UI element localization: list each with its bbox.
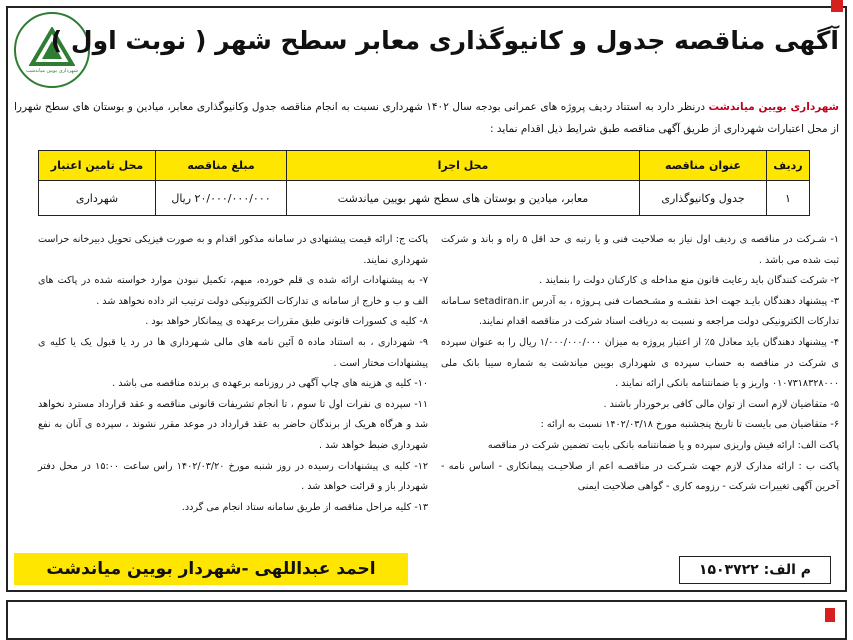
condition-item: ۵- متقاضیان لازم است از توان مالی کافی برخوردار باشند .: [603, 398, 839, 410]
table-header-row: [39, 151, 810, 181]
condition-item: ۱- شـرکت در مناقصه ی ردیف اول نیاز به صلاحیت فنی و یا رتبه ی حد اقل ۵ راه و باند و شرکت ثبت شده می باشد .: [441, 234, 839, 266]
condition-item: پاکت الف: ارائه فیش واریزی سپرده و یا ضمانتنامه بانکی بابت تضمین شرکت در مناقصه: [487, 439, 839, 451]
condition-item: ۳- پیشنهاد دهندگان بایـد جهت اخذ نقشـه و مشـخصات فنی پـروژه ، به آدرس setadiran.ir سـامانه تدارکات الکترونیکی دولت مراجعه و نسبت به دریافت اسناد شرکت در مناقصه اقدام نمایند.: [441, 295, 840, 328]
page-title: آگهی مناقصه جدول و کانیوگذاری معابر سطح شهر ( نوبت اول ): [50, 26, 839, 55]
red-marker: [825, 608, 835, 622]
header-funding-source: محل تامین اعتبار: [39, 151, 156, 181]
mayor-signature: احمد عبداللهی -شهردار بویین میاندشت: [14, 553, 408, 585]
cell-row-number: ۱: [767, 181, 810, 216]
condition-item: ۴- پیشنهاد دهندگان باید معادل ۵٪ از اعتبار پروژه به میزان ۱/۰۰۰/۰۰۰/۰۰۰ ریال را به عنوان سپرده ی شرکت در مناقصه به حساب سپرده ی شهرداری بویین میاندشت به شماره سیبا بانک ملی ۰۱۰۷۳۱۸۳۲۸۰۰۰ واریز و یا ضمانتنامه بانکی ارائه نمایند .: [441, 336, 839, 390]
cell-tender-title: جدول وکانیوگذاری: [640, 181, 767, 216]
condition-item: ۹- شهرداری ، به استناد ماده ۵ آئین نامه های مالی شـهرداری ها در رد یا قبول یک یا کلیه ی پیشنهادات مختار است .: [38, 336, 428, 369]
condition-item: ۸- کلیه ی کسورات قانونی طبق مقررات برعهده ی پیمانکار خواهد بود .: [145, 316, 428, 328]
table-row: [39, 181, 810, 216]
conditions-right-column: [441, 230, 839, 498]
condition-item: ۷- به پیشنهادات ارائه شده ی قلم خورده، مبهم، تکمیل نبودن موارد خواسته شده در پاکت های الف و ب و خارج از سامانه ی تدارکات الکترونیکی دولت ترتیب اثر داده نخواهد شد .: [38, 275, 428, 307]
intro-org: شهرداری بویین میاندشت: [708, 101, 840, 113]
tender-table: [38, 150, 810, 216]
header-tender-title: عنوان مناقصه: [640, 151, 767, 181]
intro-paragraph: [14, 96, 839, 140]
logo-caption: شهرداری بویین میاندشت: [26, 67, 78, 74]
cell-funding-source: شهرداری: [39, 181, 156, 216]
condition-item: ۶- متقاضیان می بایست تا تاریخ پنجشنبه مورخ ۱۴۰۲/۰۳/۱۸ نسبت به ارائه :: [540, 419, 839, 431]
notice-code: م الف: ۱۵۰۳۷۲۲: [679, 556, 831, 584]
condition-item: ۱۱- سپرده ی نفرات اول تا سوم ، تا انجام تشریفات قانونی مناقصه و عقد قرارداد مسترد نخواهد شد و هرگاه هریک از برندگان حاضر به عقد قرارداد در موعد مقرر نشوند ، سپرده ی آنان به نفع شهرداری ضبط خواهد شد .: [38, 398, 428, 451]
condition-item: ۱۰- کلیه ی هزینه های چاپ آگهی در روزنامه برعهده ی برنده مناقصه می باشد .: [112, 378, 428, 390]
corner-mark: [831, 0, 843, 12]
cell-location: معابر، میادین و بوستان های سطح شهر بویین میاندشت: [287, 181, 640, 216]
condition-item: ۲- شرکت کنندگان باید رعایت قانون منع مداخله ی کارکنان دولت را بنمایند .: [539, 275, 839, 287]
cell-amount: ۲۰/۰۰۰/۰۰۰/۰۰۰ ریال: [156, 181, 287, 216]
condition-item: پاکت ج: ارائه قیمت پیشنهادی در سامانه مذکور اقدام و به صورت فیزیکی تحویل دبیرخانه حراست شهرداری نمایند.: [38, 234, 428, 266]
next-notice-edge: [6, 600, 847, 640]
conditions-left-column: [38, 230, 428, 518]
condition-item: ۱۳- کلیه مراحل مناقصه از طریق سامانه ستاد انجام می گردد.: [181, 501, 428, 513]
header-row-number: ردیف: [767, 151, 810, 181]
header-location: محل اجرا: [287, 151, 640, 181]
header-amount: مبلغ مناقصه: [156, 151, 287, 181]
condition-item: ۱۲- کلیه ی پیشنهادات رسیده در روز شنبه مورخ ۱۴۰۲/۰۳/۲۰ راس ساعت ۱۵:۰۰ در محل دفتر شهردار باز و قرائت خواهد شد .: [38, 460, 429, 493]
intro-text: درنظر دارد به استناد ردیف پروژه های عمرانی بودجه سال ۱۴۰۲ شهرداری نسبت به انجام مناقصه جدول وکانیوگذاری معابر، میادین و بوستان های سطح شهررا از محل اعتبارات شهرداری از طریق آگهی مناقصه طبق شرایط ذیل اقدام نماید :: [14, 101, 839, 135]
condition-item: پاکت ب : ارائه مدارک لازم جهت شـرکت در مناقصـه اعم از صلاحیـت پیمانکاری - اساس نامه - آخرین آگهی تغییرات شرکت - رزومه کاری - گواهی صلاحیت ایمنی: [441, 460, 839, 493]
